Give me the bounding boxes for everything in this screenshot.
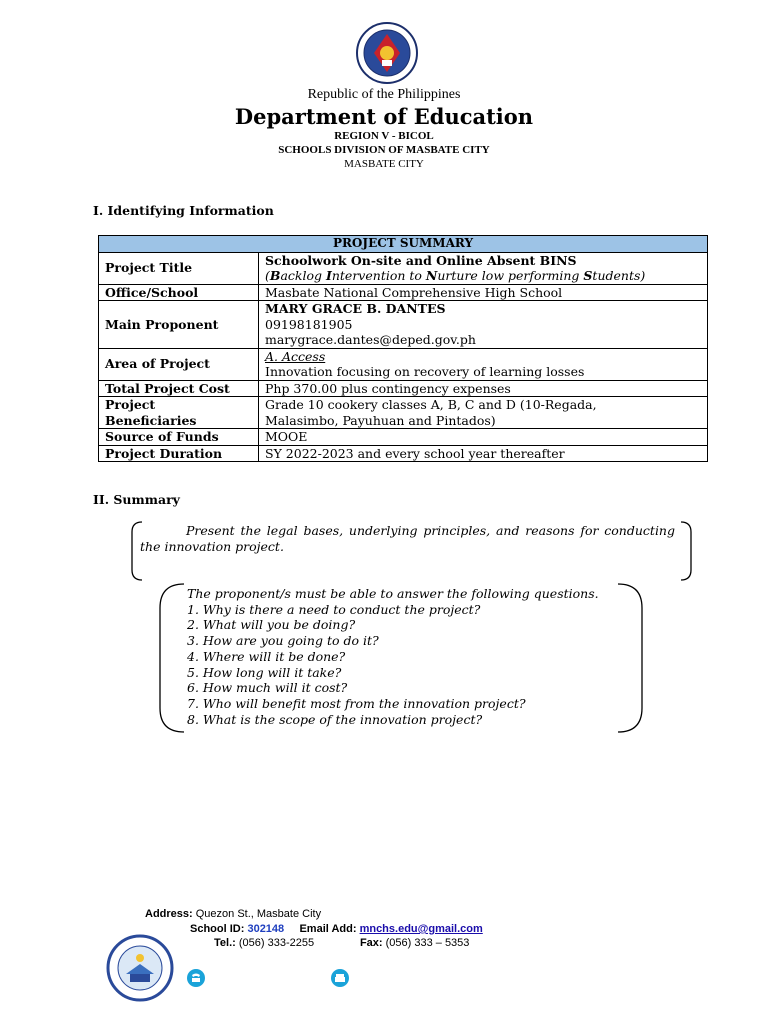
- office-value: Masbate National Comprehensive High School: [259, 284, 708, 301]
- list-item: 4. Where will it be done?: [187, 648, 346, 664]
- area-line1: A. Access: [265, 348, 326, 364]
- footer-address: Address: Quezon St., Masbate City: [145, 908, 322, 920]
- proponent-phone: 09198181905: [265, 316, 353, 332]
- header-city: MASBATE CITY: [344, 158, 424, 170]
- row-label: Main Proponent: [99, 301, 259, 349]
- section-summary-title: II. Summary: [93, 492, 180, 507]
- footer-email-link[interactable]: mnchs.edu@gmail.com: [359, 923, 483, 935]
- list-item: 5. How long will it take?: [187, 664, 342, 680]
- list-item: 6. How much will it cost?: [187, 680, 348, 696]
- proponent-value: [259, 301, 708, 349]
- project-summary-table: [98, 235, 708, 462]
- table-row-title: [99, 252, 708, 284]
- table-row-area: [99, 348, 708, 380]
- area-value: [259, 348, 708, 380]
- row-label: Office/School: [99, 284, 259, 301]
- fax-icon: [331, 969, 349, 987]
- row-label: Source of Funds: [99, 429, 259, 446]
- phone-icon: [187, 969, 205, 987]
- header-region: REGION V - BICOL: [334, 130, 434, 142]
- questions-box: [158, 582, 644, 734]
- list-item: 7. Who will benefit most from the innovation project?: [187, 695, 526, 711]
- table-row-office: [99, 284, 708, 301]
- footer-id-email: School ID: 302148 Email Add: mnchs.edu@gmail.com: [190, 923, 483, 935]
- table-row-duration: [99, 445, 708, 462]
- summary-intro-text: Present the legal bases, underlying principles, and reasons for conducting the innovation project.: [140, 523, 675, 554]
- list-item: 1. Why is there a need to conduct the project?: [187, 601, 481, 617]
- row-label: Project Beneficiaries: [99, 397, 259, 429]
- project-summary-heading: PROJECT SUMMARY: [99, 236, 708, 253]
- list-item: 2. What will you be doing?: [187, 617, 356, 633]
- questions-intro: The proponent/s must be able to answer the following questions.: [187, 586, 599, 601]
- deped-seal-icon: [356, 22, 418, 84]
- cost-value: Php 370.00 plus contingency expenses: [259, 380, 708, 397]
- footer-tel-fax: Tel.: (056) 333-2255 Fax: (056) 333 – 5353: [214, 937, 470, 949]
- project-title-value: [259, 252, 708, 284]
- duration-value: SY 2022-2023 and every school year thereafter: [259, 445, 708, 462]
- table-row-cost: [99, 380, 708, 397]
- proponent-name: MARY GRACE B. DANTES: [265, 301, 446, 316]
- beneficiaries-value: Grade 10 cookery classes A, B, C and D (10-Regada, Malasimbo, Payuhuan and Pintados): [259, 397, 708, 429]
- school-id-value: 302148: [247, 923, 285, 935]
- area-line2: Innovation focusing on recovery of learning losses: [265, 364, 585, 379]
- row-label: Total Project Cost: [99, 380, 259, 397]
- list-item: 8. What is the scope of the innovation project?: [187, 711, 483, 727]
- school-logo-icon: [106, 934, 174, 1002]
- header-division: SCHOOLS DIVISION OF MASBATE CITY: [278, 144, 490, 156]
- project-title-line1: Schoolwork On-site and Online Absent BINS: [265, 252, 577, 268]
- table-row-beneficiaries: [99, 397, 708, 429]
- row-label: Project Duration: [99, 445, 259, 462]
- section-identifying-title: I. Identifying Information: [93, 203, 274, 218]
- questions-list: [187, 586, 637, 727]
- summary-intro-box: [130, 520, 693, 582]
- list-item: 3. How are you going to do it?: [187, 633, 379, 649]
- row-label: Project Title: [99, 252, 259, 284]
- funds-value: MOOE: [259, 429, 708, 446]
- table-row-funds: [99, 429, 708, 446]
- project-title-line2: (Backlog Intervention to Nurture low performing Students): [265, 268, 646, 283]
- header-department: Department of Education: [234, 104, 534, 129]
- header-republic: Republic of the Philippines: [307, 87, 461, 102]
- proponent-email: marygrace.dantes@deped.gov.ph: [265, 332, 476, 347]
- table-row-proponent: [99, 301, 708, 349]
- row-label: Area of Project: [99, 348, 259, 380]
